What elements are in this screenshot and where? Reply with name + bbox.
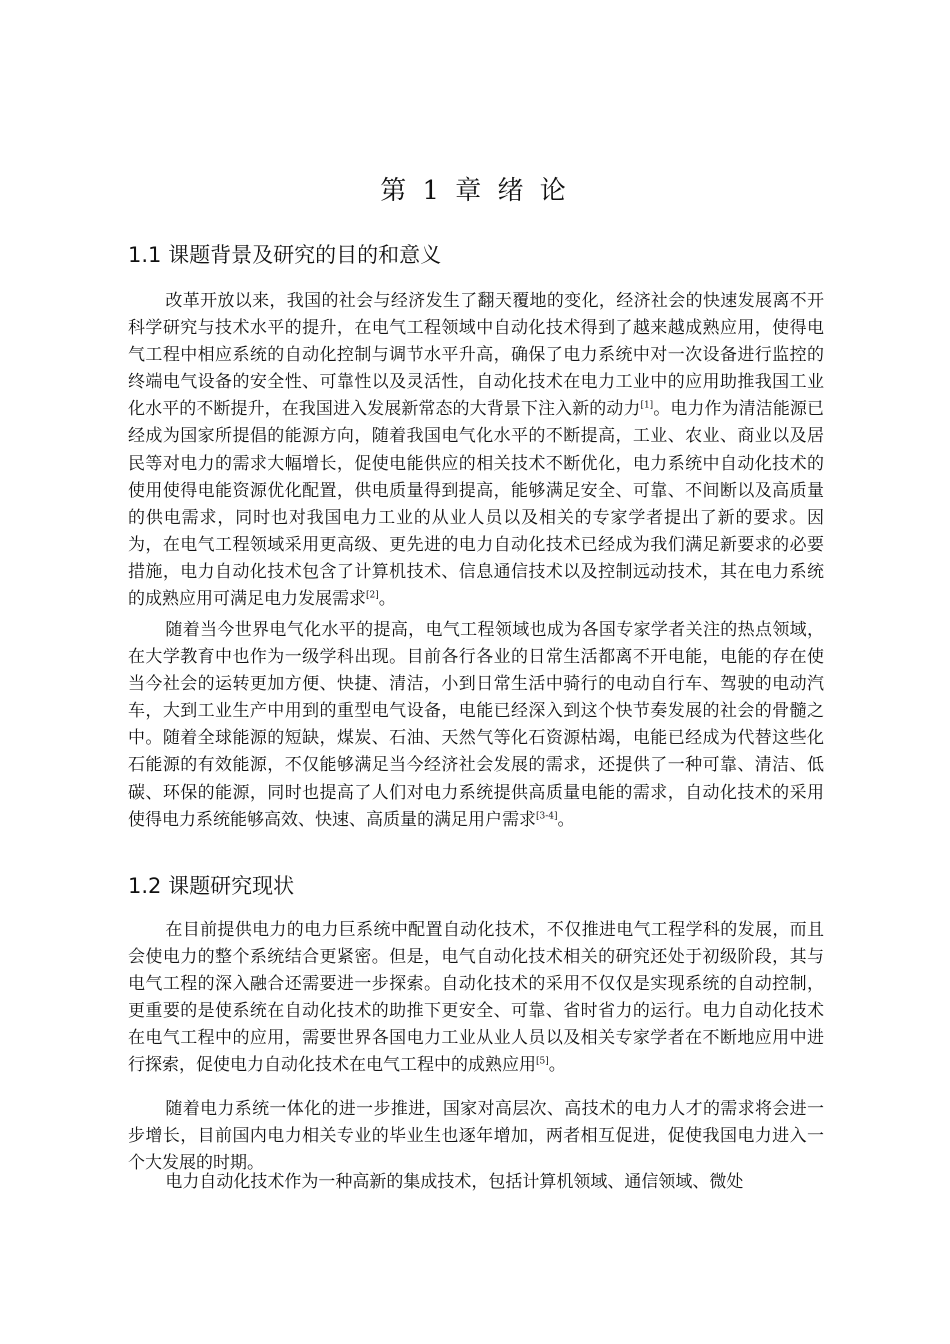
citation-ref: [2]: [366, 590, 379, 601]
paragraph-status-3: [128, 1169, 824, 1196]
citation-ref: [5]: [536, 1056, 549, 1067]
section-heading-1-2: 1.2 课题研究现状: [128, 874, 295, 898]
citation-ref: [3-4]: [536, 811, 558, 821]
paragraph-text: 随着电力系统一体化的进一步推进，国家对高层次、高技术的电力人才的需求将会进一步增长，目前国内电力相关专业的毕业生也逐年增加，两者相互促进，促使我国电力进入一个大发展的时期。: [128, 1099, 824, 1174]
paragraph-background-1: [128, 288, 824, 613]
chapter-title: 第 1 章 绪 论: [380, 176, 570, 206]
paragraph-text: 随着当今世界电气化水平的提高，电气工程领域也成为各国专家学者关注的热点领域，在大学教育中也作为一级学科出现。目前各行各业的日常生活都离不开电能，电能的存在使当今社会的运转更加方便、快捷、清洁，小到日常生活中骑行的电动自行车、驾驶的电动汽车，大到工业生产中用到的重型电气设备，电能已经深入到这个快节奏发展的社会的骨髓之中。随着全球能源的短缺，煤炭、石油、天然气等化石资源枯竭，电能已经成为代替这些化石能源的有效能源，不仅能够满足当今经济社会发展的需求，还提供了一种可靠、清洁、低碳、环保的能源，同时也提高了人们对电力系统提供高质量电能的需求，自动化技术的采用使得电力系统能够高效、快速、高质量的满足用户需求: [128, 620, 824, 830]
paragraph-text: 改革开放以来，我国的社会与经济发生了翻天覆地的变化，经济社会的快速发展离不开科学研究与技术水平的提升，在电气工程领域中自动化技术得到了越来越成熟应用，使得电气工程中相应系统的自动化控制与调节水平升高，确保了电力系统中对一次设备进行监控的终端电气设备的安全性、可靠性以及灵活性，自动化技术在电力工业中的应用助推我国工业化水平的不断提升，在我国进入发展新常态的大背景下注入新的动力: [128, 291, 824, 420]
citation-ref: [1]: [640, 400, 654, 411]
paragraph-text: 电力自动化技术作为一种高新的集成技术，包括计算机领域、通信领域、微处: [165, 1172, 744, 1192]
paragraph-end: 。: [378, 589, 396, 610]
section-heading-1-1: 1.1 课题背景及研究的目的和意义: [128, 243, 442, 267]
paragraph-end: 。: [548, 1055, 566, 1076]
paragraph-end: 。: [557, 809, 575, 830]
paragraph-background-2: [128, 617, 824, 834]
paragraph-status-2: [128, 1096, 824, 1177]
paragraph-text: 在目前提供电力的电力巨系统中配置自动化技术，不仅推进电气工程学科的发展，而且会使电力的整个系统结合更紧密。但是，电气自动化技术相关的研究还处于初级阶段，其与电气工程的深入融合还需要进一步探索。自动化技术的采用不仅仅是实现系统的自动控制，更重要的是使系统在自动化技术的助推下更安全、可靠、省时省力的运行。电力自动化技术在电气工程中的应用，需要世界各国电力工业从业人员以及相关专家学者在不断地应用中进行探索，促使电力自动化技术在电气工程中的成熟应用: [128, 920, 824, 1076]
paragraph-status-1: [128, 917, 824, 1080]
paragraph-text: 。电力作为清洁能源已经成为国家所提倡的能源方向，随着我国电气化水平的不断提高，工业、农业、商业以及居民等对电力的需求大幅增长，促使电能供应的相关技术不断优化，电力系统中自动化技术的使用使得电能资源优化配置，供电质量得到提高，能够满足安全、可靠、不间断以及高质量的供电需求，同时也对我国电力工业的从业人员以及相关的专家学者提出了新的要求。因为，在电气工程领域采用更高级、更先进的电力自动化技术已经成为我们满足新要求的必要措施，电力自动化技术包含了计算机技术、信息通信技术以及控制远动技术，其在电力系统的成熟应用可满足电力发展需求: [128, 399, 824, 610]
